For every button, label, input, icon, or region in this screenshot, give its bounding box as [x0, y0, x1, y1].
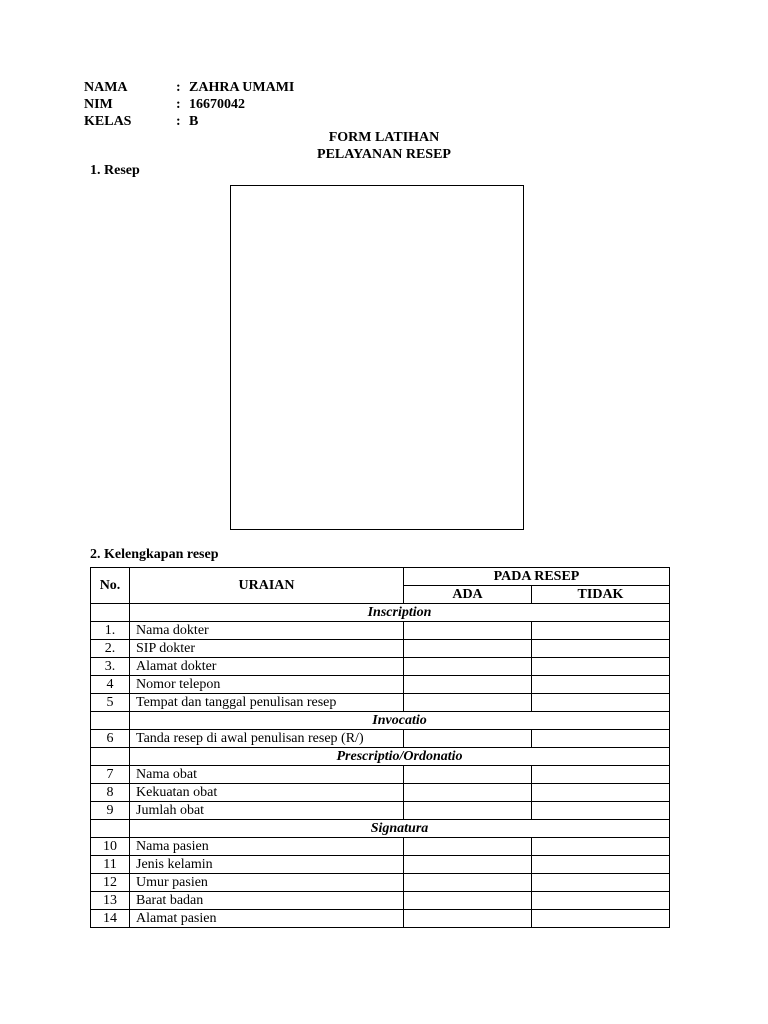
tidak-checkbox-cell[interactable]	[532, 856, 670, 874]
row-number: 8	[91, 784, 130, 802]
tidak-checkbox-cell[interactable]	[532, 622, 670, 640]
ada-checkbox-cell[interactable]	[404, 658, 532, 676]
tidak-checkbox-cell[interactable]	[532, 730, 670, 748]
row-item: Nama obat	[130, 766, 404, 784]
row-number: 1.	[91, 622, 130, 640]
header-no: No.	[91, 568, 130, 604]
ada-checkbox-cell[interactable]	[404, 910, 532, 928]
row-number: 3.	[91, 658, 130, 676]
table-row	[91, 766, 670, 784]
tidak-checkbox-cell[interactable]	[532, 838, 670, 856]
table-row	[91, 640, 670, 658]
form-subtitle: PELAYANAN RESEP	[317, 147, 451, 162]
section-no-cell	[91, 604, 130, 622]
table-row	[91, 874, 670, 892]
row-item: SIP dokter	[130, 640, 404, 658]
tidak-checkbox-cell[interactable]	[532, 910, 670, 928]
row-number: 10	[91, 838, 130, 856]
ada-checkbox-cell[interactable]	[404, 766, 532, 784]
tidak-checkbox-cell[interactable]	[532, 694, 670, 712]
table-row	[91, 910, 670, 928]
prescription-box	[230, 185, 524, 530]
row-number: 12	[91, 874, 130, 892]
table-row	[91, 622, 670, 640]
row-number: 6	[91, 730, 130, 748]
row-item: Jumlah obat	[130, 802, 404, 820]
row-item: Kekuatan obat	[130, 784, 404, 802]
table-row	[91, 730, 670, 748]
row-item: Tanda resep di awal penulisan resep (R/)	[130, 730, 404, 748]
completeness-table	[90, 567, 670, 928]
ada-checkbox-cell[interactable]	[404, 874, 532, 892]
row-item: Tempat dan tanggal penulisan resep	[130, 694, 404, 712]
table-section-row	[91, 712, 670, 730]
name-value: ZAHRA UMAMI	[189, 80, 295, 95]
table-row	[91, 856, 670, 874]
table-row	[91, 802, 670, 820]
ada-checkbox-cell[interactable]	[404, 892, 532, 910]
tidak-checkbox-cell[interactable]	[532, 766, 670, 784]
header-uraian: URAIAN	[130, 568, 404, 604]
section-no-cell	[91, 748, 130, 766]
row-item: Jenis kelamin	[130, 856, 404, 874]
row-number: 4	[91, 676, 130, 694]
table-section-row	[91, 820, 670, 838]
ada-checkbox-cell[interactable]	[404, 802, 532, 820]
tidak-checkbox-cell[interactable]	[532, 676, 670, 694]
row-number: 11	[91, 856, 130, 874]
row-number: 2.	[91, 640, 130, 658]
class-value: B	[189, 114, 199, 129]
row-number: 9	[91, 802, 130, 820]
tidak-checkbox-cell[interactable]	[532, 802, 670, 820]
row-number: 5	[91, 694, 130, 712]
tidak-checkbox-cell[interactable]	[532, 658, 670, 676]
form-title: FORM LATIHAN	[328, 130, 440, 145]
row-number: 7	[91, 766, 130, 784]
ada-checkbox-cell[interactable]	[404, 856, 532, 874]
row-item: Alamat dokter	[130, 658, 404, 676]
ada-checkbox-cell[interactable]	[404, 640, 532, 658]
ada-checkbox-cell[interactable]	[404, 730, 532, 748]
section-1-heading: 1. Resep	[90, 163, 140, 178]
tidak-checkbox-cell[interactable]	[532, 640, 670, 658]
table-header-row	[91, 568, 670, 586]
table-row	[91, 694, 670, 712]
section-title: Invocatio	[130, 712, 670, 730]
ada-checkbox-cell[interactable]	[404, 622, 532, 640]
table-row	[91, 892, 670, 910]
tidak-checkbox-cell[interactable]	[532, 874, 670, 892]
section-title: Inscription	[130, 604, 670, 622]
section-no-cell	[91, 712, 130, 730]
name-label: NAMA	[84, 80, 128, 95]
section-no-cell	[91, 820, 130, 838]
table-row	[91, 784, 670, 802]
tidak-checkbox-cell[interactable]	[532, 892, 670, 910]
row-item: Barat badan	[130, 892, 404, 910]
class-colon: :	[176, 114, 181, 129]
ada-checkbox-cell[interactable]	[404, 784, 532, 802]
table-section-row	[91, 748, 670, 766]
row-number: 14	[91, 910, 130, 928]
header-pada-resep: PADA RESEP	[404, 568, 670, 586]
row-item: Umur pasien	[130, 874, 404, 892]
ada-checkbox-cell[interactable]	[404, 694, 532, 712]
table-section-row	[91, 604, 670, 622]
name-colon: :	[176, 80, 181, 95]
nim-colon: :	[176, 97, 181, 112]
section-2-heading: 2. Kelengkapan resep	[90, 547, 219, 562]
section-title: Signatura	[130, 820, 670, 838]
table-row	[91, 658, 670, 676]
ada-checkbox-cell[interactable]	[404, 676, 532, 694]
row-item: Nama dokter	[130, 622, 404, 640]
table-row	[91, 676, 670, 694]
row-item: Nama pasien	[130, 838, 404, 856]
header-tidak: TIDAK	[532, 586, 670, 604]
header-ada: ADA	[404, 586, 532, 604]
ada-checkbox-cell[interactable]	[404, 838, 532, 856]
row-item: Nomor telepon	[130, 676, 404, 694]
class-label: KELAS	[84, 114, 132, 129]
row-number: 13	[91, 892, 130, 910]
nim-value: 16670042	[189, 97, 245, 112]
section-title: Prescriptio/Ordonatio	[130, 748, 670, 766]
row-item: Alamat pasien	[130, 910, 404, 928]
nim-label: NIM	[84, 97, 113, 112]
table-row	[91, 838, 670, 856]
tidak-checkbox-cell[interactable]	[532, 784, 670, 802]
